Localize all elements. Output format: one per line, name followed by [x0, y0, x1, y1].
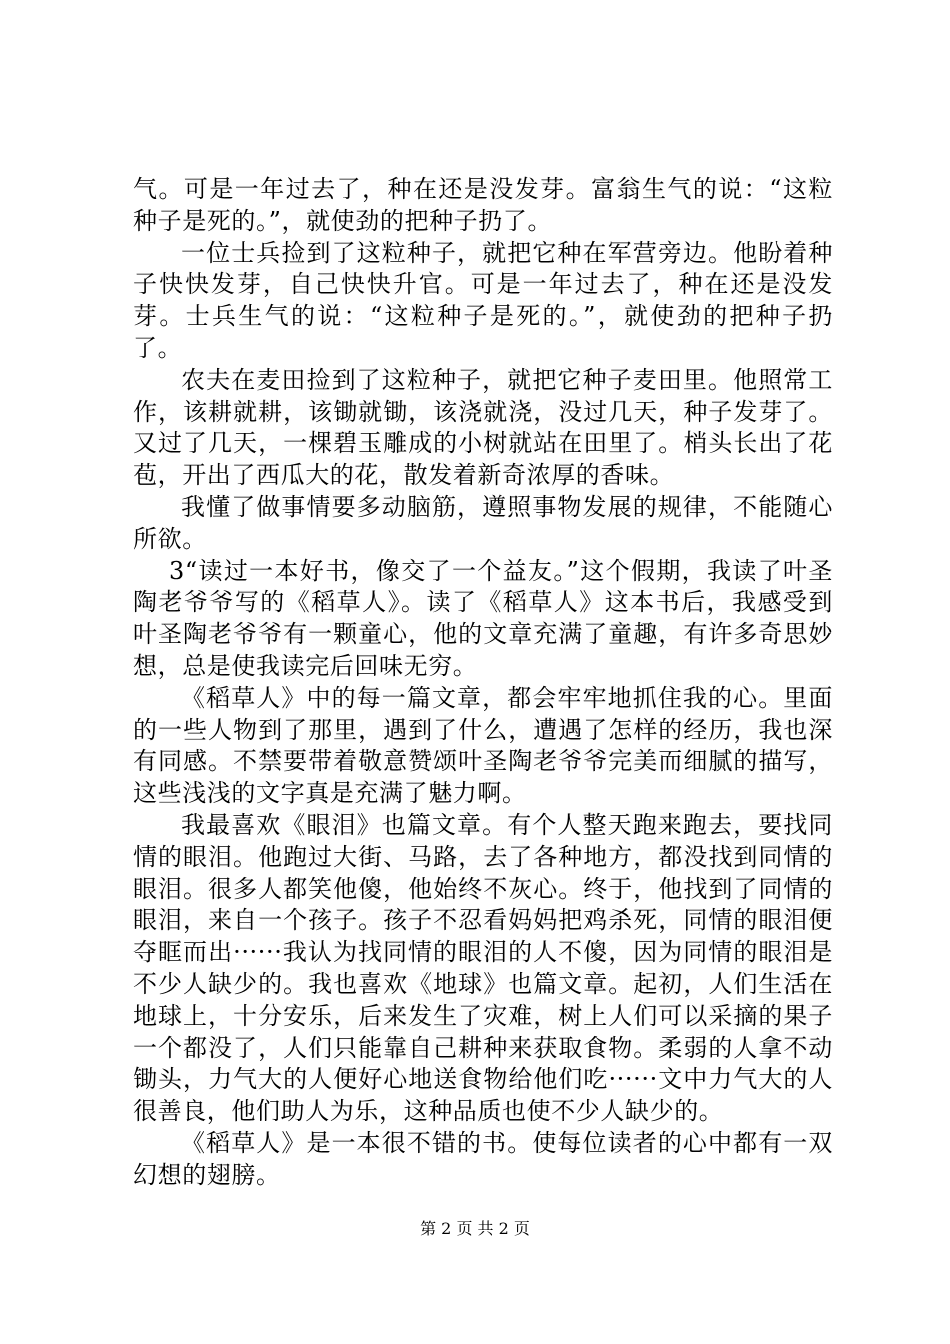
paragraph: 我最喜欢《眼泪》也篇文章。有个人整天跑来跑去，要找同情的眼泪。他跑过大街、马路，去了各种地方，都没找到同情的眼泪。很多人都笑他傻，他始终不灰心。终于，他找到了同情的眼泪，来自一个孩子。孩子不忍看妈妈把鸡杀死，同情的眼泪便夺眶而出······我认为找同情的眼泪的人不傻，因为同情的眼泪是不少人缺少的。我也喜欢《地球》也篇文章。起初，人们生活在地球上，十分安乐，后来发生了灾难，树上人们可以采摘的果子一个都没了，人们只能靠自己耕种来获取食物。柔弱的人拿不动锄头，力气大的人便好心地送食物给他们吃······文中力气大的人很善良，他们助人为乐，这种品质也使不少人缺少的。	[133, 810, 833, 1126]
page-number-footer: 第 2 页 共 2 页	[420, 1219, 530, 1238]
paragraph: 《稻草人》是一本很不错的书。使每位读者的心中都有一双幻想的翅膀。	[133, 1128, 833, 1189]
paragraph: 3“读过一本好书，像交了一个益友。”这个假期，我读了叶圣陶老爷爷写的《稻草人》。读了《稻草人》这本书后，我感受到叶圣陶老爷爷有一颗童心，他的文章充满了童趣，有许多奇思妙想，总是使我读完后回味无穷。	[133, 556, 833, 680]
paragraph: 农夫在麦田捡到了这粒种子，就把它种子麦田里。他照常工作，该耕就耕，该锄就锄，该浇就浇，没过几天，种子发芽了。又过了几天，一棵碧玉雕成的小树就站在田里了。梢头长出了花苞，开出了西瓜大的花，散发着新奇浓厚的香味。	[133, 365, 833, 490]
paragraph: 气。可是一年过去了，种在还是没发芽。富翁生气的说：“这粒种子是死的。”，就使劲的把种子扔了。	[133, 175, 833, 235]
document-body	[133, 174, 833, 1192]
paragraph: 《稻草人》中的每一篇文章，都会牢牢地抓住我的心。里面的一些人物到了那里，遇到了什么，遭遇了怎样的经历，我也深有同感。不禁要带着敬意赞颂叶圣陶老爷爷完美而细腻的描写，这些浅浅的文字真是充满了魅力啊。	[133, 683, 833, 808]
paragraph: 一位士兵捡到了这粒种子，就把它种在军营旁边。他盼着种子快快发芽，自己快快升官。可是一年过去了，种在还是没发芽。士兵生气的说：“这粒种子是死的。”，就使劲的把种子扔了。	[133, 238, 833, 362]
paragraph: 我懂了做事情要多动脑筋，遵照事物发展的规律，不能随心所欲。	[133, 492, 833, 553]
